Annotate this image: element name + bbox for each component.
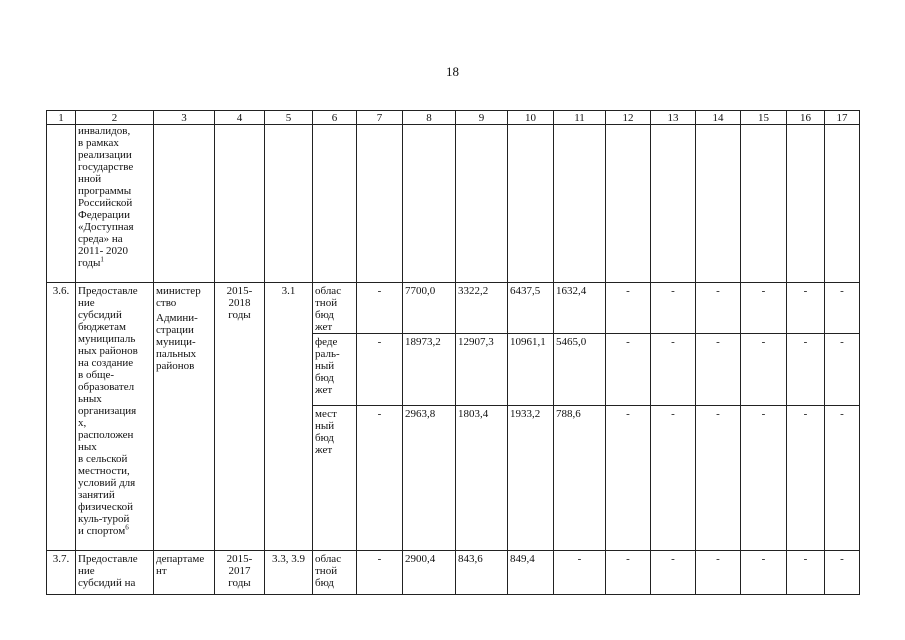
value-cell: -	[787, 551, 825, 595]
years-cell: 2015- 2018 годы	[215, 283, 265, 551]
header-cell: 6	[313, 111, 357, 125]
value-cell: -	[825, 406, 860, 551]
value-cell: 7700,0	[403, 283, 456, 334]
value-cell: 1933,2	[508, 406, 554, 551]
value-cell: -	[696, 334, 741, 406]
value-cell: 3322,2	[456, 283, 508, 334]
years-cell: 2015- 2017 годы	[215, 551, 265, 595]
footnote-ref: 6	[125, 523, 129, 532]
header-cell: 5	[265, 111, 313, 125]
table-row	[47, 125, 860, 283]
value-cell: -	[825, 283, 860, 334]
value-cell: -	[606, 334, 651, 406]
value-cell: -	[357, 551, 403, 595]
value-cell: -	[357, 283, 403, 334]
source-cell: облас тной бюд	[313, 551, 357, 595]
header-row	[47, 111, 860, 125]
value-cell: -	[606, 551, 651, 595]
header-cell: 14	[696, 111, 741, 125]
value-cell: -	[357, 334, 403, 406]
value-cell: -	[696, 551, 741, 595]
source-cell: феде раль- ный бюд жет	[313, 334, 357, 406]
value-cell: -	[825, 551, 860, 595]
value-cell: -	[606, 406, 651, 551]
value-cell: 2900,4	[403, 551, 456, 595]
value-cell: 5465,0	[554, 334, 606, 406]
budget-table	[46, 110, 860, 595]
value-cell: 18973,2	[403, 334, 456, 406]
header-cell: 4	[215, 111, 265, 125]
header-cell: 8	[403, 111, 456, 125]
value-cell: 6437,5	[508, 283, 554, 334]
value-cell: -	[651, 334, 696, 406]
header-cell: 3	[154, 111, 215, 125]
source-cell: облас тной бюд жет	[313, 283, 357, 334]
value-cell: -	[357, 406, 403, 551]
value-cell: -	[787, 406, 825, 551]
value-cell: 788,6	[554, 406, 606, 551]
header-cell: 17	[825, 111, 860, 125]
table-row	[47, 551, 860, 595]
header-cell: 16	[787, 111, 825, 125]
header-cell: 9	[456, 111, 508, 125]
value-cell: -	[696, 406, 741, 551]
header-cell: 11	[554, 111, 606, 125]
executor-cell: министер ство Админи- страции муници- пальных районов	[154, 283, 215, 551]
value-cell: -	[696, 283, 741, 334]
value-cell: 10961,1	[508, 334, 554, 406]
value-cell: -	[741, 551, 787, 595]
value-cell: -	[741, 406, 787, 551]
header-cell: 13	[651, 111, 696, 125]
table-row	[47, 283, 860, 334]
page-number: 18	[446, 64, 459, 79]
value-cell: -	[554, 551, 606, 595]
value-cell: -	[825, 334, 860, 406]
value-cell: -	[651, 551, 696, 595]
value-cell: -	[787, 283, 825, 334]
value-cell: 843,6	[456, 551, 508, 595]
goal-cell: 3.3, 3.9	[265, 551, 313, 595]
footnote-ref: 1	[100, 255, 104, 264]
value-cell: -	[606, 283, 651, 334]
value-cell: -	[651, 406, 696, 551]
value-cell: 849,4	[508, 551, 554, 595]
row-number: 3.7.	[47, 551, 76, 595]
value-cell: 1803,4	[456, 406, 508, 551]
measure-name-cell: Предоставле ние субсидий на	[76, 551, 154, 595]
header-cell: 12	[606, 111, 651, 125]
row-number: 3.6.	[47, 283, 76, 551]
value-cell: -	[787, 334, 825, 406]
header-cell: 15	[741, 111, 787, 125]
header-cell: 2	[76, 111, 154, 125]
value-cell: -	[651, 283, 696, 334]
measure-name-cell: инвалидов, в рамках реализации государстве нной программы Российской Федерации «Доступная среда» на 2011- 2020 годы$^1$	[76, 125, 154, 283]
value-cell: -	[741, 334, 787, 406]
header-cell: 1	[47, 111, 76, 125]
source-cell: мест ный бюд жет	[313, 406, 357, 551]
value-cell: 1632,4	[554, 283, 606, 334]
goal-cell: 3.1	[265, 283, 313, 551]
value-cell: -	[741, 283, 787, 334]
header-cell: 7	[357, 111, 403, 125]
header-cell: 10	[508, 111, 554, 125]
value-cell: 12907,3	[456, 334, 508, 406]
measure-name-cell: Предоставле ние субсидий бюджетам муниципаль ных районов на создание в обще- образовател ьных организация х, расположен ных в сельской местности, условий для занятий физической куль-турой и спортом$^6$	[76, 283, 154, 551]
executor-cell: департаме нт	[154, 551, 215, 595]
value-cell: 2963,8	[403, 406, 456, 551]
